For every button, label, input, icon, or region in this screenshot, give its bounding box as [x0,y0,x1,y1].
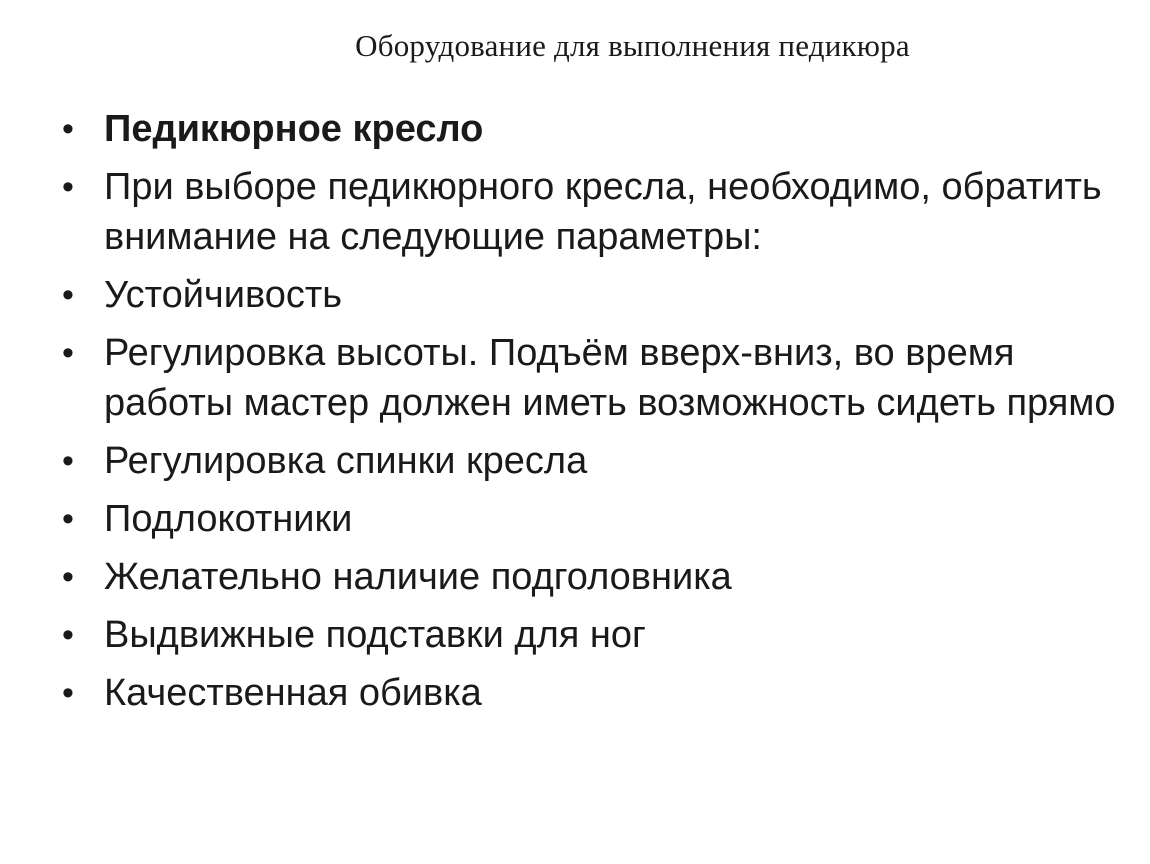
bullet-icon: • [62,558,74,596]
bullet-icon: • [62,442,74,480]
bullet-icon: • [62,674,74,712]
bullet-item-chair [58,104,1118,154]
bullet-list [58,104,1118,726]
bullet-text: Педикюрное кресло [104,108,484,150]
bullet-text: Желательно наличие подголовника [104,556,732,598]
bullet-icon: • [62,110,74,148]
bullet-icon: • [62,168,74,206]
bullet-text: Устойчивость [104,274,343,316]
bullet-item-backrest [58,436,1118,486]
bullet-text: Выдвижные подставки для ног [104,614,646,656]
bullet-text: Качественная обивка [104,672,482,714]
bullet-text: Регулировка высоты. Подъём вверх-вниз, во время работы мастер должен иметь возможность сидеть прямо [104,332,1116,424]
bullet-item-upholstery [58,668,1118,718]
bullet-icon: • [62,616,74,654]
bullet-item-footrests [58,610,1118,660]
bullet-text: При выборе педикюрного кресла, необходимо, обратить внимание на следующие параметры: [104,166,1102,258]
bullet-item-selection [58,162,1118,262]
bullet-text: Регулировка спинки кресла [104,440,588,482]
bullet-icon: • [62,276,74,314]
bullet-item-headrest [58,552,1118,602]
bullet-item-stability [58,270,1118,320]
bullet-text: Подлокотники [104,498,353,540]
bullet-icon: • [62,334,74,372]
bullet-item-height [58,328,1118,428]
bullet-icon: • [62,500,74,538]
bullet-item-armrests [58,494,1118,544]
slide-title: Оборудование для выполнения педикюра [355,28,910,63]
